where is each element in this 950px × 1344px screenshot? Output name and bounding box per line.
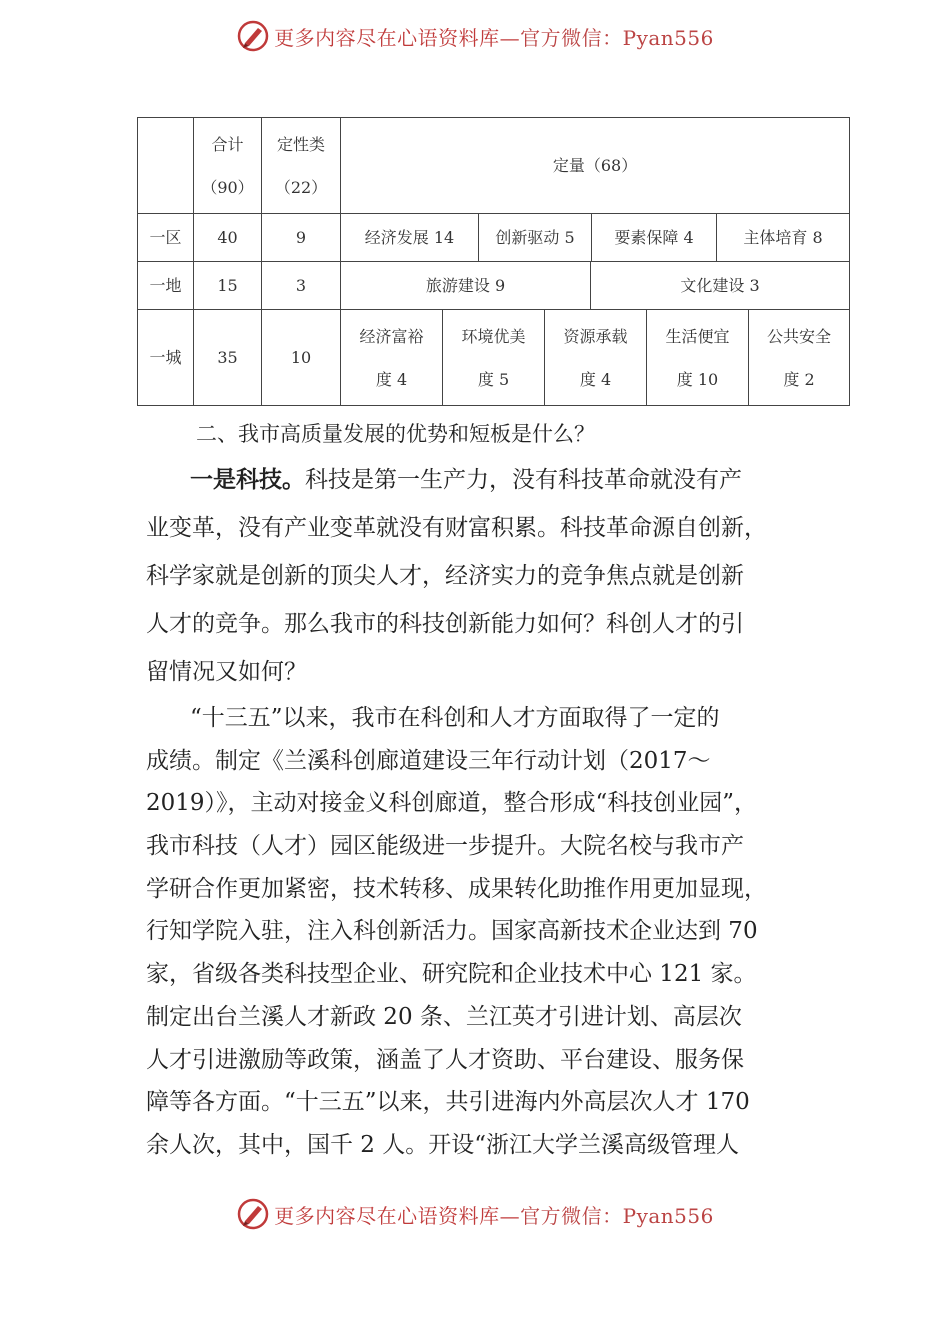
row-qualitative: 9	[262, 214, 341, 262]
banner-text: 更多内容尽在心语资料库—官方微信：Pyan556	[274, 1203, 714, 1228]
item-cell: 主体培育 8	[743, 228, 823, 247]
section-heading: 二、我市高质量发展的优势和短板是什么？	[196, 422, 595, 446]
paragraph-line: 我市科技（人才）园区能级进一步提升。大院名校与我市产	[146, 833, 744, 860]
row-name: 一区	[138, 214, 194, 262]
table-row	[138, 214, 850, 262]
pen-logo-icon	[236, 19, 270, 53]
row-name: 一城	[138, 310, 194, 406]
paragraph-line: 一是科技。科技是第一生产力，没有科技革命就没有产	[190, 467, 742, 493]
paragraph-line: 科学家就是创新的顶尖人才，经济实力的竞争焦点就是创新	[146, 563, 744, 589]
paragraph-line: 留情况又如何？	[146, 659, 307, 685]
paragraph-line: 家，省级各类科技型企业、研究院和企业技术中心 121 家。	[146, 961, 757, 988]
paragraph-line: “十三五”以来，我市在科创和人才方面取得了一定的	[190, 705, 720, 731]
row-qualitative: 3	[262, 262, 341, 310]
paragraph-line: 学研合作更加紧密，技术转移、成果转化助推作用更加显现，	[146, 875, 767, 902]
header-quantitative-cell: 定量（68）	[341, 118, 850, 214]
paragraph-line: 2019）》，主动对接金义科创廊道，整合形成“科技创业园”，	[146, 790, 758, 817]
row-qualitative: 10	[262, 310, 341, 406]
row-total: 15	[194, 262, 262, 310]
item-cell: 经济发展 14	[341, 214, 479, 261]
watermark-banner-top	[0, 16, 950, 56]
item-cell: 生活便宜 度 10	[647, 310, 749, 406]
watermark-banner-bottom	[0, 1194, 950, 1234]
bold-lead: 一是科技。	[190, 467, 305, 493]
table-row	[138, 262, 850, 310]
table-row	[138, 310, 850, 406]
item-cell: 环境优美 度 5	[443, 310, 545, 406]
paragraph-technology	[146, 456, 816, 696]
item-cell: 要素保障 4	[592, 214, 717, 261]
item-cell: 旅游建设 9	[341, 262, 591, 309]
paragraph-line: 障等各方面。“十三五”以来，共引进海内外高层次人才 170	[146, 1089, 750, 1116]
item-cell: 公共安全 度 2	[749, 310, 850, 406]
paragraph-line: 行知学院入驻，注入科创新活力。国家高新技术企业达到 70	[146, 918, 758, 945]
row-items-cell	[341, 262, 850, 310]
item-cell: 经济富裕 度 4	[341, 310, 443, 406]
row-total: 40	[194, 214, 262, 262]
header-qualitative-cell: 定性类 （22）	[262, 118, 341, 214]
pen-logo-icon	[236, 1197, 270, 1231]
paragraph-line: 人才的竞争。那么我市的科技创新能力如何？科创人才的引	[146, 611, 744, 637]
table-header-row	[138, 118, 850, 214]
paragraph-achievements	[146, 697, 816, 1167]
header-empty-cell	[138, 118, 194, 214]
paragraph-line: 余人次，其中，国千 2 人。开设“浙江大学兰溪高级管理人	[146, 1131, 740, 1158]
row-total: 35	[194, 310, 262, 406]
paragraph-line: 成绩。制定《兰溪科创廊道建设三年行动计划（2017～	[146, 747, 711, 774]
banner-text: 更多内容尽在心语资料库—官方微信：Pyan556	[274, 25, 714, 50]
paragraph-line: 制定出台兰溪人才新政 20 条、兰江英才引进计划、高层次	[146, 1003, 742, 1030]
header-total-cell: 合计 （90）	[194, 118, 262, 214]
indicator-table	[137, 117, 850, 406]
item-cell: 创新驱动 5	[479, 214, 592, 261]
paragraph-line: 人才引进激励等政策，涵盖了人才资助、平台建设、服务保	[146, 1046, 744, 1073]
row-name: 一地	[138, 262, 194, 310]
item-cell: 资源承载 度 4	[545, 310, 647, 406]
paragraph-line: 业变革，没有产业变革就没有财富积累。科技革命源自创新，	[146, 515, 767, 541]
row-items-cell	[341, 214, 850, 262]
item-cell: 文化建设 3	[680, 276, 760, 295]
